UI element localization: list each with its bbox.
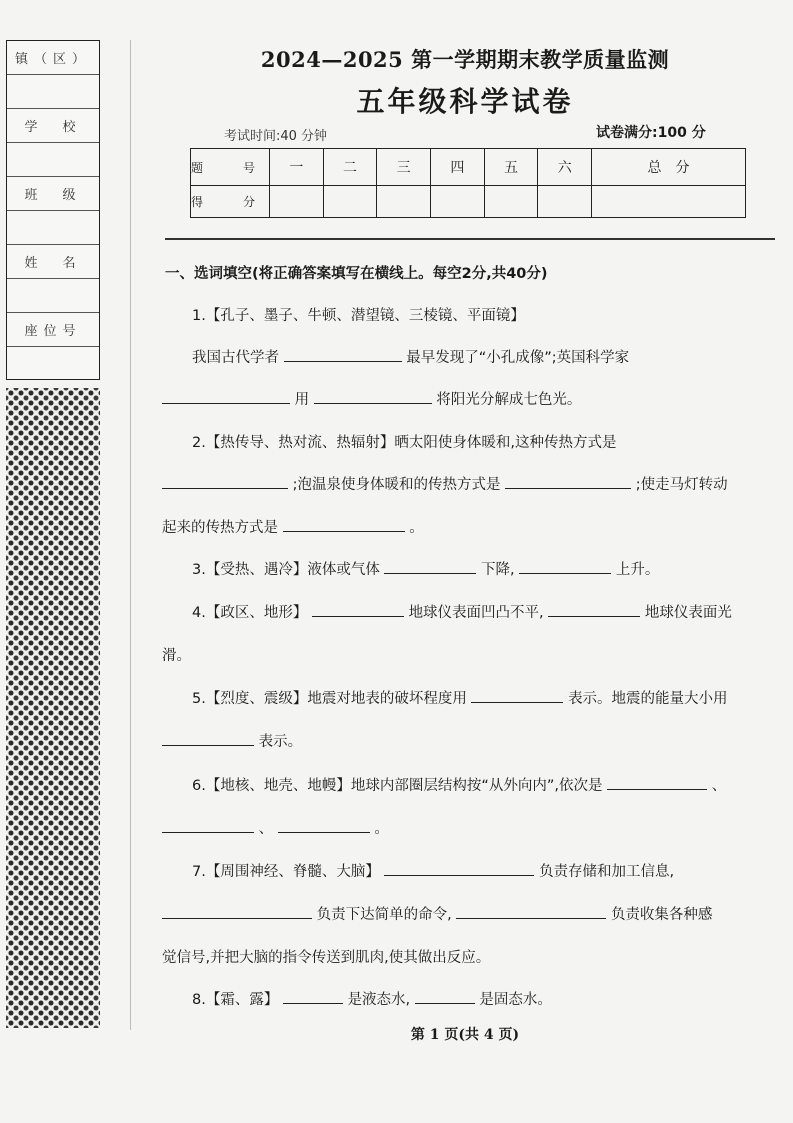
side-blank[interactable] [7,279,99,313]
section-heading: 一、选词填空(将正确答案填写在横线上。每空2分,共40分) [165,266,548,282]
score-cell[interactable] [377,186,431,218]
q8-text: 8.【霜、露】 [192,992,279,1008]
exam-time: 考试时间:40 分钟 [224,129,328,144]
q6-line2 [162,817,389,838]
q8-text: 是固态水。 [479,992,552,1008]
answer-blank[interactable] [456,904,606,919]
q1-text: 用 [294,392,310,408]
q5-text: 表示。地震的能量大小用 [568,691,728,707]
side-blank[interactable] [7,211,99,245]
answer-blank[interactable] [283,989,343,1004]
score-col-header: 五 [484,149,538,186]
side-label-school: 学 校 [7,109,99,143]
q4-text: 地球仪表面凹凸不平, [408,605,544,621]
q6-text: 。 [374,821,389,837]
score-cell[interactable] [484,186,538,218]
q2-line1: 2.【热传导、热对流、热辐射】晒太阳使身体暖和,这种传热方式是 [192,435,617,451]
score-value-row [191,186,746,218]
q1-line2 [162,388,581,409]
q3-line [192,558,659,579]
q5-text: 5.【烈度、震级】地震对地表的破坏程度用 [192,691,467,707]
exam-subtitle: 五年级科学试卷 [356,85,574,118]
q1-line1 [192,346,629,367]
q6-line1 [192,774,726,795]
q6-text: 6.【地核、地壳、地幔】地球内部圈层结构按“从外向内”,依次是 [192,778,603,794]
score-col-header: 二 [323,149,377,186]
answer-blank[interactable] [162,474,288,489]
q7-line3: 觉信号,并把大脑的指令传送到肌肉,使其做出反应。 [162,950,491,966]
answer-blank[interactable] [312,602,404,617]
answer-blank[interactable] [505,474,631,489]
score-cell[interactable] [270,186,324,218]
q5-line1 [192,687,728,708]
header-divider [165,238,775,240]
side-label-name: 姓 名 [7,245,99,279]
answer-blank[interactable] [314,389,432,404]
score-row-label: 题 号 [191,149,270,186]
q7-text: 7.【周围神经、脊髓、大脑】 [192,864,380,880]
q5-text: 表示。 [258,734,303,750]
answer-blank[interactable] [162,904,312,919]
side-label-seat: 座位号 [7,313,99,347]
q8-line [192,988,552,1009]
answer-blank[interactable] [278,818,370,833]
score-table [190,148,746,218]
answer-blank[interactable] [384,559,476,574]
side-label-town: 镇（区） [7,41,99,75]
q2-line2 [162,473,728,494]
side-blank[interactable] [7,347,99,381]
answer-blank[interactable] [415,989,475,1004]
q3-text: 下降, [481,562,515,578]
q3-text: 上升。 [615,562,660,578]
q4-text: 地球仪表面光 [644,605,732,621]
answer-blank[interactable] [607,775,707,790]
q8-text: 是液态水, [347,992,411,1008]
answer-blank[interactable] [384,861,534,876]
q2-text: ;泡温泉使身体暖和的传热方式是 [292,477,501,493]
q4-line1 [192,601,732,622]
side-blank[interactable] [7,75,99,109]
q7-text: 负责存储和加工信息, [539,864,675,880]
score-col-header: 一 [270,149,324,186]
score-cell[interactable] [592,186,746,218]
q1-text: 将阳光分解成七色光。 [436,392,582,408]
page-number: 第 1 页(共 4 页) [410,1027,520,1043]
q2-text: ;使走马灯转动 [635,477,728,493]
score-row-label: 得 分 [191,186,270,218]
q5-line2 [162,730,302,751]
score-header-row [191,149,746,186]
score-cell[interactable] [323,186,377,218]
side-label-class: 班 级 [7,177,99,211]
answer-blank[interactable] [283,517,405,532]
q4-line2: 滑。 [162,648,191,664]
answer-blank[interactable] [284,347,402,362]
score-col-header: 六 [538,149,592,186]
q2-text: 。 [409,520,424,536]
binding-info-box [6,40,100,380]
answer-blank[interactable] [548,602,640,617]
exam-title: 2024—2025 第一学期期末教学质量监测 [260,47,670,72]
answer-blank[interactable] [471,688,563,703]
q6-text: 、 [258,821,274,837]
binding-pattern-strip [6,388,100,1028]
q7-text: 负责收集各种感 [610,907,713,923]
score-col-header: 三 [377,149,431,186]
score-cell[interactable] [431,186,485,218]
side-blank[interactable] [7,143,99,177]
q7-text: 负责下达简单的命令, [316,907,452,923]
full-score: 试卷满分:100 分 [596,125,706,141]
q7-line2 [162,903,712,924]
q1-options: 1.【孔子、墨子、牛顿、潜望镜、三棱镜、平面镜】 [192,308,525,324]
answer-blank[interactable] [162,389,290,404]
q6-text: 、 [711,778,727,794]
score-col-header: 总 分 [592,149,746,186]
q2-text: 起来的传热方式是 [162,520,278,536]
q2-line3 [162,516,424,537]
score-cell[interactable] [538,186,592,218]
q1-text: 我国古代学者 [192,350,279,366]
q3-text: 3.【受热、遇冷】液体或气体 [192,562,380,578]
q7-line1 [192,860,674,881]
binding-line [130,40,131,1030]
answer-blank[interactable] [162,818,254,833]
answer-blank[interactable] [162,731,254,746]
q1-text: 最早发现了“小孔成像”;英国科学家 [406,350,630,366]
answer-blank[interactable] [519,559,611,574]
score-col-header: 四 [431,149,485,186]
q4-text: 4.【政区、地形】 [192,605,308,621]
